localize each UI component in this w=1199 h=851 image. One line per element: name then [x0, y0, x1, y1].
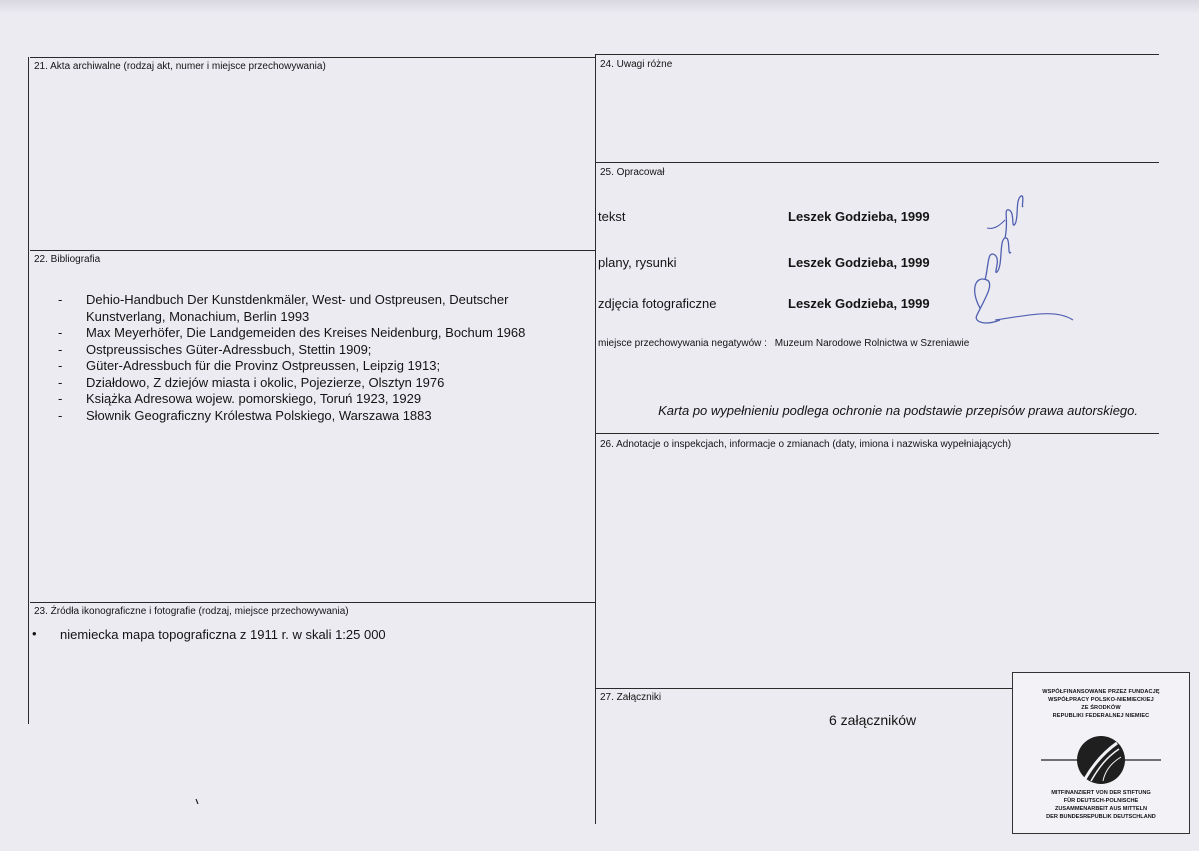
- bibliography-list: [58, 292, 568, 424]
- author-row-value-photos: Leszek Godzieba, 1999: [788, 296, 930, 311]
- rule-top-right: [596, 54, 1159, 55]
- rule-21-22: [30, 250, 595, 251]
- section-21-label: 21. Akta archiwalne (rodzaj akt, numer i miejsce przechowywania): [34, 61, 326, 72]
- bibliography-item: - Dehio-Handbuch Der Kunstdenkmäler, West- und Ostpreusen, Deutscher Kunstverlang, Monachium, Berlin 1993: [58, 292, 568, 325]
- bibliography-item: - Ostpreussisches Güter-Adressbuch, Stettin 1909;: [58, 342, 568, 359]
- sponsor-stamp: [1012, 672, 1190, 834]
- section-25-label: 25. Opracował: [600, 167, 665, 178]
- section-24-label: 24. Uwagi różne: [600, 59, 673, 70]
- rule-26-27: [596, 688, 1012, 689]
- foundation-logo-icon: [1041, 735, 1161, 785]
- author-row-label-text: tekst: [598, 209, 626, 224]
- section-22-label: 22. Bibliografia: [34, 254, 101, 265]
- author-row-value-drawings: Leszek Godzieba, 1999: [788, 255, 930, 270]
- bibliography-item: - Max Meyerhöfer, Die Landgemeiden des Kreises Neidenburg, Bochum 1968: [58, 325, 568, 342]
- iconographic-sources-list: [32, 627, 386, 642]
- rule-24-25: [596, 162, 1159, 163]
- rule-25-26: [596, 433, 1159, 434]
- iconographic-item: • niemiecka mapa topograficzna z 1911 r. w skali 1:25 000: [32, 627, 386, 642]
- ink-speck: [195, 799, 199, 805]
- rule-vertical-middle: [595, 54, 596, 824]
- attachments-count: 6 załączników: [829, 712, 917, 728]
- section-26-label: 26. Adnotacje o inspekcjach, informacje o zmianach (daty, imiona i nazwiska wypełniających): [600, 439, 1012, 450]
- copyright-notice: Karta po wypełnieniu podlega ochronie na podstawie przepisów prawa autorskiego.: [658, 403, 1138, 418]
- negatives-storage-label: miejsce przechowywania negatywów :: [598, 338, 767, 349]
- stamp-bottom-text: MITFINANZIERT VON DER STIFTUNG FÜR DEUTSCH-POLNISCHE ZUSAMMENARBEIT AUS MITTELN DER BUNDESREPUBLIK DEUTSCHLAND: [1046, 790, 1156, 820]
- author-row-label-drawings: plany, rysunki: [598, 255, 677, 270]
- section-27-label: 27. Załączniki: [600, 692, 662, 703]
- rule-top-left: [30, 57, 596, 58]
- rule-22-23: [30, 602, 595, 603]
- bibliography-item: - Działdowo, Z dziejów miasta i okolic, Pojezierze, Olsztyn 1976: [58, 375, 568, 392]
- scan-top-edge: [0, 0, 1199, 14]
- bibliography-item: - Książka Adresowa wojew. pomorskiego, Toruń 1923, 1929: [58, 391, 568, 408]
- author-row-value-text: Leszek Godzieba, 1999: [788, 209, 930, 224]
- rule-vertical-left: [28, 57, 29, 724]
- negatives-storage: [598, 338, 969, 349]
- negatives-storage-value: Muzeum Narodowe Rolnictwa w Szreniawie: [774, 338, 970, 349]
- handwritten-signature: [965, 180, 1080, 345]
- section-23-label: 23. Źródła ikonograficzne i fotografie (rodzaj, miejsce przechowywania): [34, 606, 349, 617]
- bibliography-item: - Słownik Geograficzny Królestwa Polskiego, Warszawa 1883: [58, 408, 568, 425]
- author-row-label-photos: zdjęcia fotograficzne: [598, 296, 717, 311]
- stamp-top-text: WSPÓŁFINANSOWANE PRZEZ FUNDACJĘ WSPÓŁPRACY POLSKO-NIEMIECKIEJ ZE ŚRODKÓW REPUBLIKI FEDERALNEJ NIEMIEC: [1042, 689, 1160, 719]
- bibliography-item: - Güter-Adressbuch für die Provinz Ostpreussen, Leipzig 1913;: [58, 358, 568, 375]
